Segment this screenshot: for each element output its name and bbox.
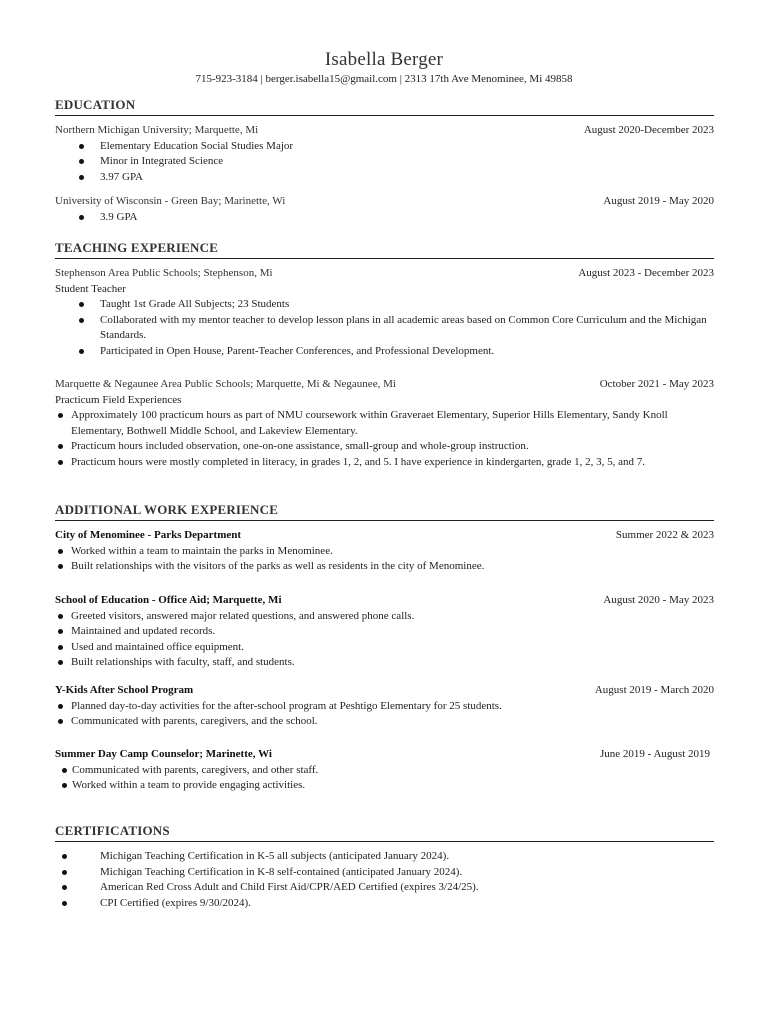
bullet-icon (79, 144, 84, 149)
bullet-list (55, 609, 714, 671)
list-item: 3.97 GPA (55, 170, 714, 186)
date-range: June 2019 - August 2019 (600, 748, 710, 760)
institution: University of Wisconsin - Green Bay; Marinette, Wi (55, 195, 286, 207)
list-item: Worked within a team to provide engaging activities. (55, 778, 714, 794)
list-item: 3.9 GPA (55, 210, 714, 226)
employer: Y-Kids After School Program (55, 684, 194, 696)
bullet-icon (79, 318, 84, 323)
list-item: Practicum hours included observation, one-on-one assistance, small-group and whole-group instruction. (55, 439, 714, 455)
work-entry (55, 747, 714, 794)
date-range: October 2021 - May 2023 (599, 378, 714, 390)
bullet-icon (62, 854, 67, 859)
employer: Summer Day Camp Counselor; Marinette, Wi (55, 748, 272, 760)
role-title: Practicum Field Experiences (55, 393, 182, 406)
bullet-icon (58, 460, 63, 465)
education-entry (55, 194, 714, 225)
list-item: Michigan Teaching Certification in K-8 self-contained (anticipated January 2024). (55, 865, 714, 881)
bullet-icon (62, 783, 67, 788)
employer: Marquette & Negaunee Area Public Schools; Marquette, Mi & Negaunee, Mi (55, 378, 396, 390)
list-item: American Red Cross Adult and Child First Aid/CPR/AED Certified (expires 3/24/25). (55, 880, 714, 896)
list-item: CPI Certified (expires 9/30/2024). (55, 896, 714, 912)
bullet-icon (62, 870, 67, 875)
bullet-icon (58, 614, 63, 619)
teaching-heading: TEACHING EXPERIENCE (55, 240, 714, 259)
teaching-section (55, 240, 714, 468)
list-item: Communicated with parents, caregivers, and the school. (55, 714, 714, 730)
bullet-icon (58, 629, 63, 634)
date-range: August 2019 - May 2020 (603, 195, 714, 207)
list-item: Elementary Education Social Studies Major (55, 139, 714, 155)
education-entry (55, 123, 714, 185)
bullet-icon (58, 549, 63, 554)
bullet-list (55, 699, 714, 730)
bullet-list (55, 210, 714, 226)
list-item: Approximately 100 practicum hours as part of NMU coursework within Graveraet Elementary, Superior Hills Elementary, Sandy Knoll Elementary, Bothwell Middle School, and Lakeview Elementary. (55, 408, 714, 439)
teaching-entry (55, 377, 714, 470)
date-range: Summer 2022 & 2023 (615, 529, 714, 541)
certifications-section (55, 823, 714, 911)
bullet-icon (58, 413, 63, 418)
certifications-heading: CERTIFICATIONS (55, 823, 714, 842)
bullet-list (55, 763, 714, 794)
work-entry (55, 593, 714, 671)
list-item: Used and maintained office equipment. (55, 640, 714, 656)
date-range: August 2019 - March 2020 (594, 684, 714, 696)
work-entry (55, 683, 714, 730)
bullet-icon (79, 175, 84, 180)
list-item: Participated in Open House, Parent-Teacher Conferences, and Professional Development. (55, 344, 714, 360)
education-heading: EDUCATION (55, 97, 714, 116)
bullet-icon (62, 901, 67, 906)
list-item: Minor in Integrated Science (55, 154, 714, 170)
list-item: Built relationships with faculty, staff, and students. (55, 655, 714, 671)
bullet-list (55, 297, 714, 359)
work-heading: ADDITIONAL WORK EXPERIENCE (55, 502, 714, 521)
employer: Stephenson Area Public Schools; Stephenson, Mi (55, 267, 273, 279)
list-item: Taught 1st Grade All Subjects; 23 Students (55, 297, 714, 313)
list-item: Collaborated with my mentor teacher to develop lesson plans in all academic areas based on Common Core Curriculum and the Michigan Standards. (55, 313, 714, 344)
list-item: Planned day-to-day activities for the after-school program at Peshtigo Elementary for 25 students. (55, 699, 714, 715)
education-section (55, 97, 714, 223)
work-entry (55, 528, 714, 575)
teaching-entry (55, 266, 714, 359)
bullet-icon (58, 645, 63, 650)
certifications-list (55, 849, 714, 911)
list-item: Communicated with parents, caregivers, and other staff. (55, 763, 714, 779)
list-item: Built relationships with the visitors of the parks as well as residents in the city of Menominee. (55, 559, 714, 575)
list-item: Michigan Teaching Certification in K-5 all subjects (anticipated January 2024). (55, 849, 714, 865)
bullet-icon (79, 215, 84, 220)
bullet-icon (58, 444, 63, 449)
resume-name: Isabella Berger (324, 49, 444, 70)
bullet-list (55, 408, 714, 470)
date-range: August 2020-December 2023 (583, 124, 714, 136)
contact-line: 715-923-3184 | berger.isabella15@gmail.com | 2313 17th Ave Menominee, Mi 49858 (195, 73, 573, 85)
bullet-icon (62, 885, 67, 890)
institution: Northern Michigan University; Marquette, Mi (55, 124, 259, 136)
bullet-icon (58, 660, 63, 665)
list-item: Greeted visitors, answered major related questions, and answered phone calls. (55, 609, 714, 625)
bullet-list (55, 139, 714, 186)
bullet-icon (79, 349, 84, 354)
employer: City of Menominee - Parks Department (55, 529, 242, 541)
bullet-icon (79, 302, 84, 307)
employer: School of Education - Office Aid; Marquette, Mi (55, 594, 282, 606)
bullet-icon (58, 704, 63, 709)
date-range: August 2020 - May 2023 (603, 594, 714, 606)
bullet-icon (62, 768, 67, 773)
list-item: Worked within a team to maintain the parks in Menominee. (55, 544, 714, 560)
list-item: Practicum hours were mostly completed in literacy, in grades 1, 2, and 5. I have experience in kindergarten, grade 1, 2, 3, 5, and 7. (55, 455, 714, 471)
work-section (55, 502, 714, 791)
list-item: Maintained and updated records. (55, 624, 714, 640)
role-title: Student Teacher (55, 282, 126, 295)
bullet-icon (79, 159, 84, 164)
bullet-icon (58, 719, 63, 724)
date-range: August 2023 - December 2023 (578, 267, 714, 279)
bullet-icon (58, 564, 63, 569)
bullet-list (55, 544, 714, 575)
